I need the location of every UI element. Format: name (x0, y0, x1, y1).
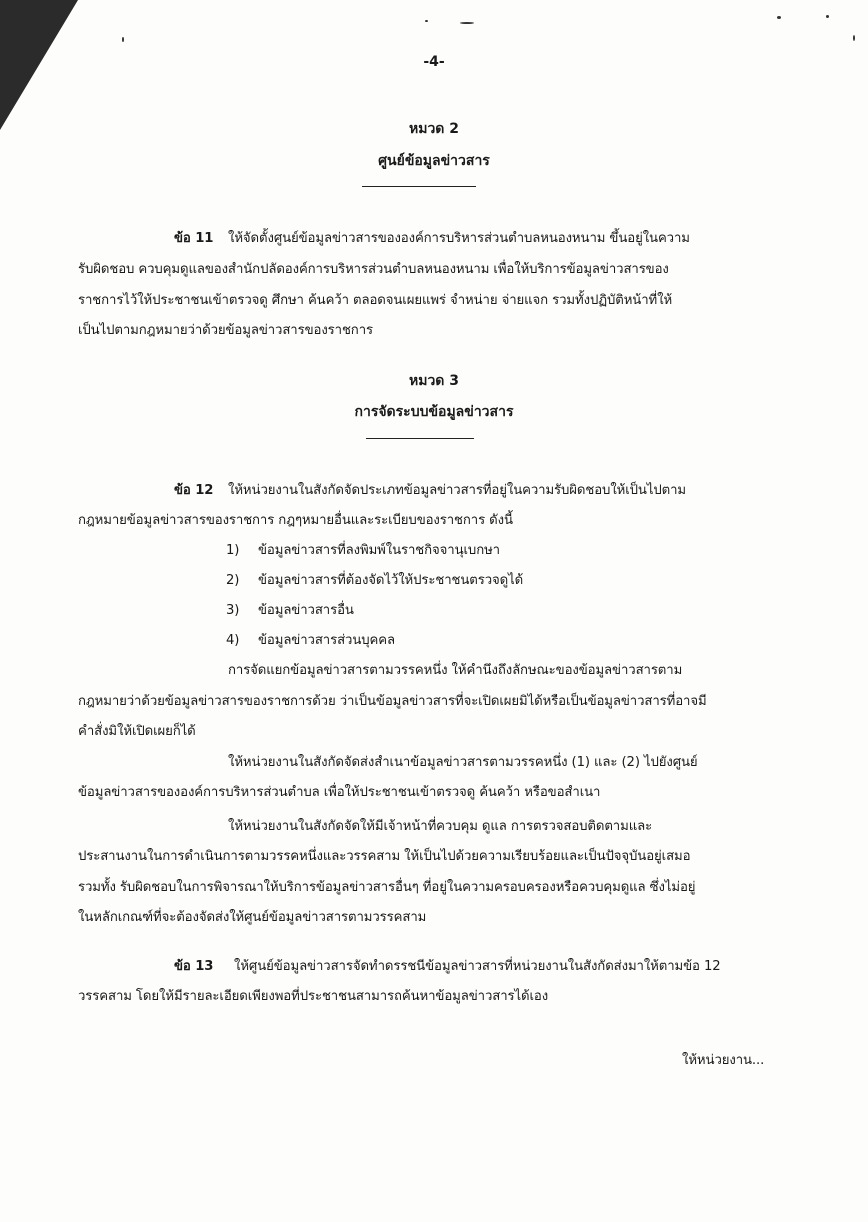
list-item-text: ข้อมูลข่าวสารที่ลงพิมพ์ในราชกิจจานุเบกษา (258, 543, 500, 558)
article-13-label: ข้อ 13 (174, 959, 214, 974)
paragraph-line: ให้หน่วยงานในสังกัดจัดส่งสำเนาข้อมูลข่าวสารตามวรรคหนึ่ง (1) และ (2) ไปยังศูนย์ (228, 755, 698, 770)
chapter-3-title: การจัดระบบข้อมูลข่าวสาร (354, 404, 514, 420)
list-item-text: ข้อมูลข่าวสารที่ต้องจัดไว้ให้ประชาชนตรวจดูได้ (258, 573, 524, 588)
paragraph-line: รวมทั้ง รับผิดชอบในการพิจารณาให้บริการข้อมูลข่าวสารอื่นๆ ที่อยู่ในความครอบครองหรือควบคุมดูแล ซึ่งไม่อยู่ (78, 880, 696, 895)
scan-speck (425, 20, 428, 22)
list-item-number: 4) (226, 633, 240, 648)
paragraph-line: การจัดแยกข้อมูลข่าวสารตามวรรคหนึ่ง ให้คำนึงถึงลักษณะของข้อมูลข่าวสารตาม (228, 663, 683, 678)
paragraph-line: กฎหมายว่าด้วยข้อมูลข่าวสารของราชการด้วย ว่าเป็นข้อมูลข่าวสารที่จะเปิดเผยมิได้หรือเป็นข้อมูลข่าวสารที่อาจมี (78, 694, 707, 709)
article-12-line: ให้หน่วยงานในสังกัดจัดประเภทข้อมูลข่าวสารที่อยู่ในความรับผิดชอบให้เป็นไปตาม (228, 483, 687, 498)
scan-speck (122, 37, 124, 42)
list-item-number: 1) (226, 543, 240, 558)
paragraph-line: ข้อมูลข่าวสารขององค์การบริหารส่วนตำบล เพื่อให้ประชาชนเข้าตรวจดู ค้นคว้า หรือขอสำเนา (78, 785, 601, 800)
paragraph-line: ในหลักเกณฑ์ที่จะต้องจัดส่งให้ศูนย์ข้อมูลข่าวสารตามวรรคสาม (78, 910, 427, 925)
page-number: -4- (423, 54, 445, 70)
paragraph-line: ประสานงานในการดำเนินการตามวรรคหนึ่งและวรรคสาม ให้เป็นไปด้วยความเรียบร้อยและเป็นปัจจุบันอยู่เสมอ (78, 849, 691, 864)
article-13-line: วรรคสาม โดยให้มีรายละเอียดเพียงพอที่ประชาชนสามารถค้นหาข้อมูลข่าวสารได้เอง (78, 989, 549, 1004)
chapter-2-divider (362, 186, 476, 187)
list-item-text: ข้อมูลข่าวสารส่วนบุคคล (258, 633, 395, 648)
list-item-text: ข้อมูลข่าวสารอื่น (258, 603, 354, 618)
paragraph-line: ให้หน่วยงานในสังกัดจัดให้มีเจ้าหน้าที่ควบคุม ดูแล การตรวจสอบติดตามและ (228, 819, 653, 834)
scan-speck (853, 35, 855, 41)
article-13-line: ให้ศูนย์ข้อมูลข่าวสารจัดทำดรรชนีข้อมูลข่าวสารที่หน่วยงานในสังกัดส่งมาให้ตามข้อ 12 (234, 959, 721, 974)
list-item-number: 3) (226, 603, 240, 618)
article-11-line: รับผิดชอบ ควบคุมดูแลของสำนักปลัดองค์การบริหารส่วนตำบลหนองหนาม เพื่อให้บริการข้อมูลข่าวสารของ (78, 262, 669, 277)
article-11-label: ข้อ 11 (174, 231, 214, 246)
chapter-2-heading: หมวด 2 (408, 121, 460, 137)
paragraph-line: คำสั่งมิให้เปิดเผยก็ได้ (78, 724, 196, 739)
article-11-line: เป็นไปตามกฎหมายว่าด้วยข้อมูลข่าวสารของราชการ (78, 323, 373, 338)
scan-speck (460, 22, 474, 24)
article-11-line: ราชการไว้ให้ประชาชนเข้าตรวจดู ศึกษา ค้นคว้า ตลอดจนเผยแพร่ จำหน่าย จ่ายแจก รวมทั้งปฏิบัติหน้าที่ให้ (78, 293, 673, 308)
article-11-line: ให้จัดตั้งศูนย์ข้อมูลข่าวสารขององค์การบริหารส่วนตำบลหนองหนาม ขึ้นอยู่ในความ (228, 231, 690, 246)
article-12-line: กฎหมายข้อมูลข่าวสารของราชการ กฎๆหมายอื่นและระเบียบของราชการ ดังนี้ (78, 513, 513, 528)
scan-speck (777, 16, 781, 19)
article-12-label: ข้อ 12 (174, 483, 214, 498)
chapter-3-heading: หมวด 3 (408, 373, 460, 389)
scan-speck (826, 15, 829, 18)
chapter-2-title: ศูนย์ข้อมูลข่าวสาร (378, 153, 490, 169)
continuation-text: ให้หน่วยงาน... (682, 1053, 765, 1068)
chapter-3-divider (366, 438, 474, 439)
list-item-number: 2) (226, 573, 240, 588)
